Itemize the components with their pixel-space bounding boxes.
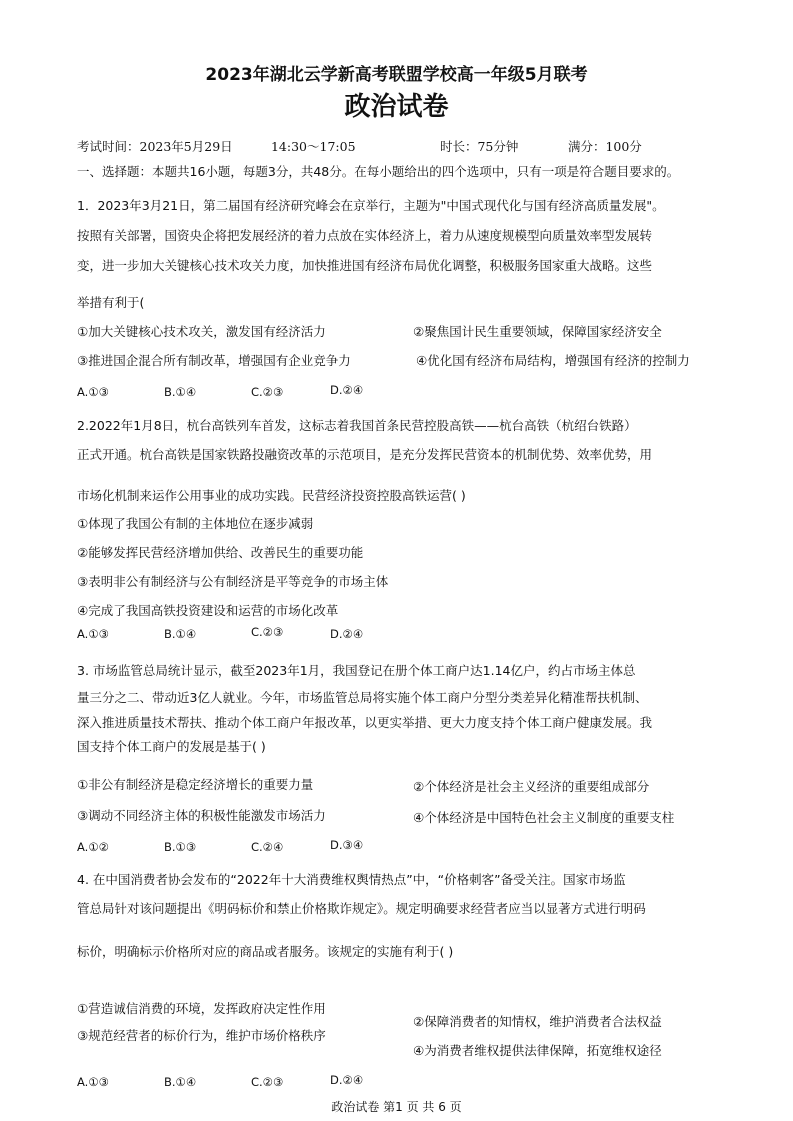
section-instruction: 一、选择题：本题共16小题，每题3分，共48分。在每小题给出的四个选项中，只有一项是符合题目要求的。 — [77, 164, 680, 179]
q3-option-a[interactable]: A.①② — [77, 840, 109, 854]
exam-date: 考试时间：2023年5月29日 — [77, 139, 233, 154]
q3-option-b[interactable]: B.①③ — [164, 840, 197, 854]
q1-statement-2: ②聚焦国计民生重要领域，保障国家经济安全 — [413, 324, 662, 339]
q1-statement-3: ③推进国企混合所有制改革，增强国有企业竞争力 — [77, 353, 351, 368]
q2-statement-3: ③表明非公有制经济与公有制经济是平等竞争的市场主体 — [77, 574, 389, 589]
q3-statement-3: ③调动不同经济主体的积极性能激发市场活力 — [77, 808, 326, 823]
q3-line-3: 深入推进质量技术帮扶、推动个体工商户年报改革，以更实举措、更大力度支持个体工商户健康发展。我 — [77, 715, 653, 730]
q3-line-1: 3. 市场监管总局统计显示，截至2023年1月，我国登记在册个体工商户达1.14亿户，约占市场主体总 — [77, 663, 636, 678]
q1-line-3: 变，进一步加大关键核心技术攻关力度，加快推进国有经济布局优化调整，积极服务国家重大战略。这些 — [77, 258, 653, 273]
q4-line-2: 管总局针对该问题提出《明码标价和禁止价格欺诈规定》。规定明确要求经营者应当以显著方式进行明码 — [77, 901, 646, 916]
exam-meta — [77, 137, 642, 155]
q4-option-b[interactable]: B.①④ — [164, 1075, 197, 1089]
q3-line-4: 国支持个体工商户的发展是基于( ) — [77, 739, 266, 754]
q1-line-2: 按照有关部署，国资央企将把发展经济的着力点放在实体经济上，着力从速度规模型向质量效率型发展转 — [77, 228, 653, 243]
q2-option-d[interactable]: D.②④ — [330, 627, 364, 641]
q4-line-3: 标价，明确标示价格所对应的商品或者服务。该规定的实施有利于( ) — [77, 944, 454, 959]
q2-option-c[interactable]: C.②③ — [251, 625, 284, 639]
subject-title: 政治试卷 — [344, 92, 449, 122]
q4-statement-1: ①营造诚信消费的环境，发挥政府决定性作用 — [77, 1001, 326, 1016]
q1-option-d[interactable]: D.②④ — [330, 383, 364, 397]
exam-time-range: 14:30～17:05 — [270, 139, 356, 154]
q1-line-4: 举措有利于( — [77, 295, 145, 310]
q2-statement-2: ②能够发挥民营经济增加供给、改善民生的重要功能 — [77, 545, 364, 560]
q3-option-c[interactable]: C.②④ — [251, 840, 284, 854]
q1-statement-1: ①加大关键核心技术攻关，激发国有经济活力 — [77, 324, 326, 339]
q4-line-1: 4. 在中国消费者协会发布的“2022年十大消费维权舆情热点”中，“价格刺客”备受关注。国家市场监 — [77, 872, 626, 887]
q1-line-1: 1．2023年3月21日，第二届国有经济研究峰会在京举行，主题为"中国式现代化与国有经济高质量发展"。 — [77, 198, 665, 213]
exam-full-score: 满分：100分 — [567, 139, 642, 154]
q1-statement-4: ④优化国有经济布局结构，增强国有经济的控制力 — [416, 353, 690, 368]
q4-option-d[interactable]: D.②④ — [330, 1073, 364, 1087]
exam-title: 2023年湖北云学新高考联盟学校高一年级5月联考 — [205, 65, 588, 85]
q3-statement-2: ②个体经济是社会主义经济的重要组成部分 — [413, 779, 650, 794]
q4-option-a[interactable]: A.①③ — [77, 1075, 109, 1089]
q3-statement-1: ①非公有制经济是稳定经济增长的重要力量 — [77, 777, 314, 792]
q2-line-3: 市场化机制来运作公用事业的成功实践。民营经济投资控股高铁运营( ) — [77, 488, 466, 503]
q2-statement-4: ④完成了我国高铁投资建设和运营的市场化改革 — [77, 603, 339, 618]
page-footer: 政治试卷 第1 页 共 6 页 — [331, 1100, 462, 1114]
q1-option-c[interactable]: C.②③ — [251, 385, 284, 399]
q3-line-2: 量三分之二、带动近3亿人就业。今年，市场监管总局将实施个体工商户分型分类差异化精准帮扶机制、 — [77, 690, 648, 705]
exam-duration: 时长：75分钟 — [439, 139, 519, 154]
q4-statement-2: ②保障消费者的知情权，维护消费者合法权益 — [413, 1014, 662, 1029]
q1-option-a[interactable]: A.①③ — [77, 385, 109, 399]
q2-line-2: 正式开通。杭台高铁是国家铁路投融资改革的示范项目，是充分发挥民营资本的机制优势、效率优势，用 — [77, 447, 653, 462]
q2-line-1: 2.2022年1月8日，杭台高铁列车首发，这标志着我国首条民营控股高铁——杭台高铁（杭绍台铁路） — [77, 418, 637, 433]
q3-statement-4: ④个体经济是中国特色社会主义制度的重要支柱 — [413, 810, 675, 825]
q4-option-c[interactable]: C.②③ — [251, 1075, 284, 1089]
q1-option-b[interactable]: B.①④ — [164, 385, 197, 399]
q3-option-d[interactable]: D.③④ — [330, 838, 364, 852]
q2-statement-1: ①体现了我国公有制的主体地位在逐步减弱 — [77, 516, 314, 531]
q4-statement-4: ④为消费者维权提供法律保障，拓宽维权途径 — [413, 1043, 662, 1058]
q4-statement-3: ③规范经营者的标价行为，维护市场价格秩序 — [77, 1028, 326, 1043]
q2-option-a[interactable]: A.①③ — [77, 627, 109, 641]
q2-option-b[interactable]: B.①④ — [164, 627, 197, 641]
